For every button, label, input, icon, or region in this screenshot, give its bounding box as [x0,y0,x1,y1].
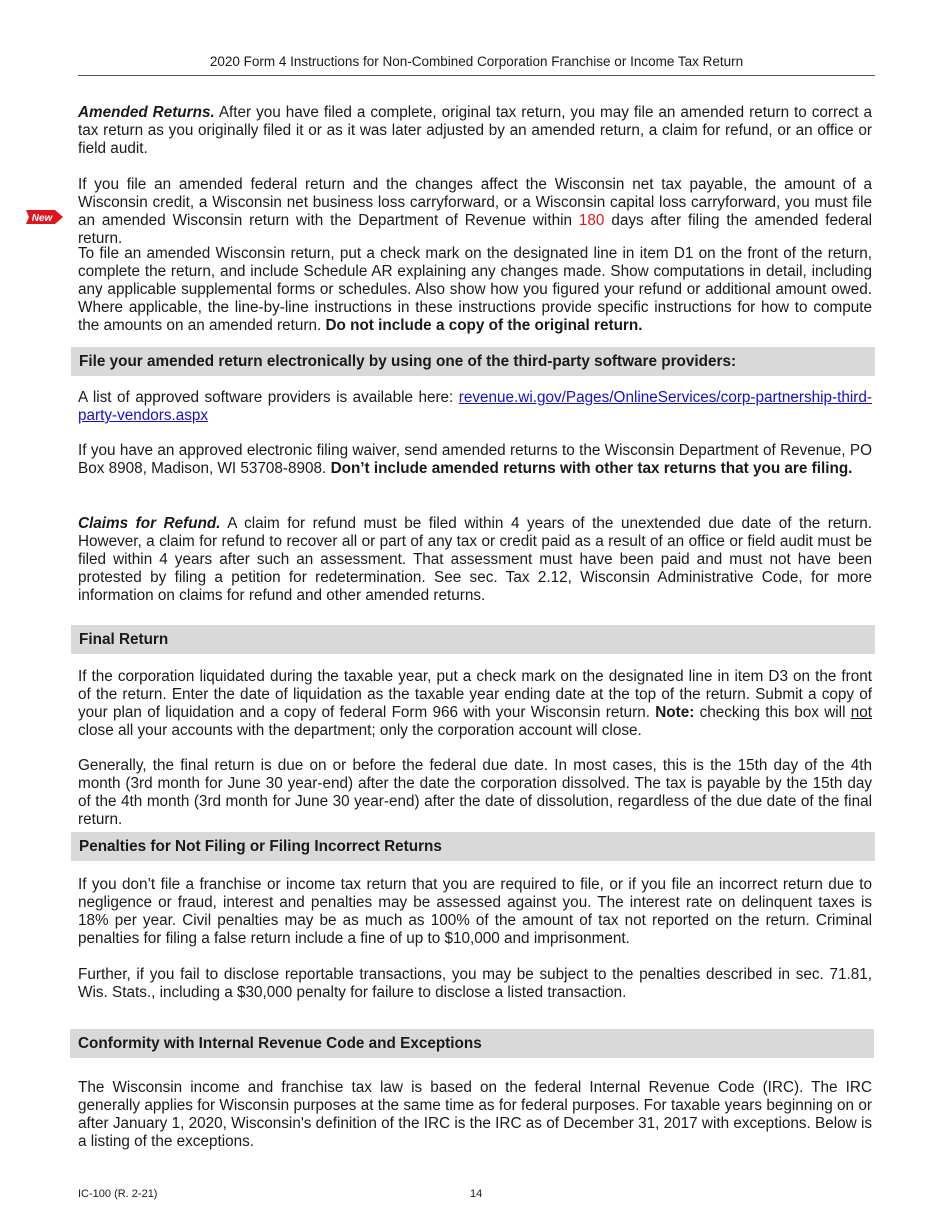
header-divider [78,75,875,76]
note-label: Note: [655,704,695,721]
amended-federal-paragraph [78,176,872,248]
amended-instructions-text: To file an amended Wisconsin return, put a check mark on the designated line in item D1 on the front of the return, complete the return, and include Schedule AR explaining any changes made. Show computations in detail, including any applicable supplemental forms or schedules. Also show how you figured your refund or additional amount owed. Where applicable, the line-by-line instructions in these instructions provide specific instructions for how to compute the amounts on an amended return. [78,245,872,334]
conformity-text: The Wisconsin income and franchise tax law is based on the federal Internal Revenue Code (IRC). The IRC generally applies for Wisconsin purposes at the same time as for federal purposes. For taxable years beginning on or after January 1, 2020, Wisconsin's definition of the IRC is the IRC as of December 31, 2017 with exceptions. Below is a listing of the exceptions. [78,1079,872,1150]
final-return-paragraph [78,668,872,740]
efile-waiver-warning: Don’t include amended returns with other tax returns that you are filing. [330,460,853,477]
final-return-due-text: Generally, the final return is due on or before the federal due date. In most cases, this is the 15th day of the 4th month (3rd month for June 30 year-end) after the date the corporation dissolved. The tax is payable by the 15th day of the 4th month (3rd month for June 30 year-end) after the date of dissolution, regardless of the due date of the final return. [78,757,872,828]
amended-federal-text: If you file an amended federal return and the changes affect the Wisconsin net tax payable, the amount of a Wisconsin credit, a Wisconsin net business loss carryforward, or a Wisconsin capital loss carryforward, you must file an amended Wisconsin return with the Department of Revenue within [78,176,872,229]
original-return-warning: Do not include a copy of the original return. [325,317,643,334]
form-id: IC-100 (R. 2-21) [78,1188,158,1200]
final-return-note-end: close all your accounts with the department; only the corporation account will close. [78,722,642,739]
final-return-title: Final Return [79,631,169,648]
software-providers-text: A list of approved software providers is available here: [78,389,459,406]
final-return-due-paragraph [78,757,872,829]
conformity-title: Conformity with Internal Revenue Code and Exceptions [78,1035,482,1052]
final-return-section-bar [71,625,875,654]
disclosure-text: Further, if you fail to disclose reportable transactions, you may be subject to the penalties described in sec. 71.81, Wis. Stats., including a $30,000 penalty for failure to disclose a listed transaction. [78,966,872,1001]
vendors-link[interactable]: revenue.wi.gov/Pages/OnlineServices/corp-partnership-third-party-vendors.aspx [78,389,872,424]
conformity-section-bar [70,1029,874,1058]
claims-refund-paragraph [78,515,872,605]
disclosure-paragraph [78,966,872,1002]
penalties-paragraph [78,876,872,948]
final-return-text: If the corporation liquidated during the taxable year, put a check mark on the designated line in item D3 on the front of the return. Enter the date of liquidation as the taxable year ending date at the top of the return. Submit a copy of your plan of liquidation and a copy of federal Form 966 with your Wisconsin return. [78,668,872,721]
new-arrow-icon [26,209,64,225]
efile-waiver-text: If you have an approved electronic filing waiver, send amended returns to the Wisconsin Department of Revenue, PO Box 8908, Madison, WI 53708-8908. [78,442,872,477]
page-number: 14 [470,1188,483,1200]
not-emphasis: not [850,704,872,721]
claims-refund-text: A claim for refund must be filed within 4 years of the unextended due date of the return. However, a claim for refund to recover all or part of any tax or credit paid as a result of an office or field audit must be filed within 4 years after such an assessment. That assessment must have been paid and must not have been protested by filing a petition for redetermination. See sec. Tax 2.12, Wisconsin Administrative Code, for more information on claims for refund and other amended returns. [78,515,873,604]
efile-waiver-paragraph [78,442,872,478]
amended-instructions-paragraph [78,245,872,335]
penalties-text: If you don’t file a franchise or income tax return that you are required to file, or if you file an incorrect return due to negligence or fraud, interest and penalties may be assessed against you. The interest rate on delinquent taxes is 18% per year. Civil penalties may be as much as 100% of the amount of tax not reported on the return. Criminal penalties for filing a false return include a fine of up to $10,000 and imprisonment. [78,876,872,947]
amended-returns-heading: Amended Returns. [78,104,215,121]
penalties-section-bar [71,832,875,861]
penalties-title: Penalties for Not Filing or Filing Incorrect Returns [79,838,442,855]
new-badge-label: New [31,213,53,224]
efile-section-title: File your amended return electronically by using one of the third-party software providers: [79,353,737,370]
software-providers-paragraph [78,389,872,425]
final-return-note-text: checking this box will [694,704,851,721]
amended-returns-paragraph [78,104,872,158]
amended-federal-text-end: days after filing the amended federal return. [78,212,872,247]
days-count: 180 [578,212,605,229]
conformity-paragraph [78,1079,872,1151]
amended-returns-text: After you have filed a complete, original tax return, you may file an amended return to correct a tax return as you originally filed it or as it was later adjusted by an amended return, a claim for refund, or an office or field audit. [78,104,872,157]
efile-section-bar [71,347,875,376]
running-header: 2020 Form 4 Instructions for Non-Combined Corporation Franchise or Income Tax Return [209,54,744,69]
claims-refund-heading: Claims for Refund. [78,515,221,532]
